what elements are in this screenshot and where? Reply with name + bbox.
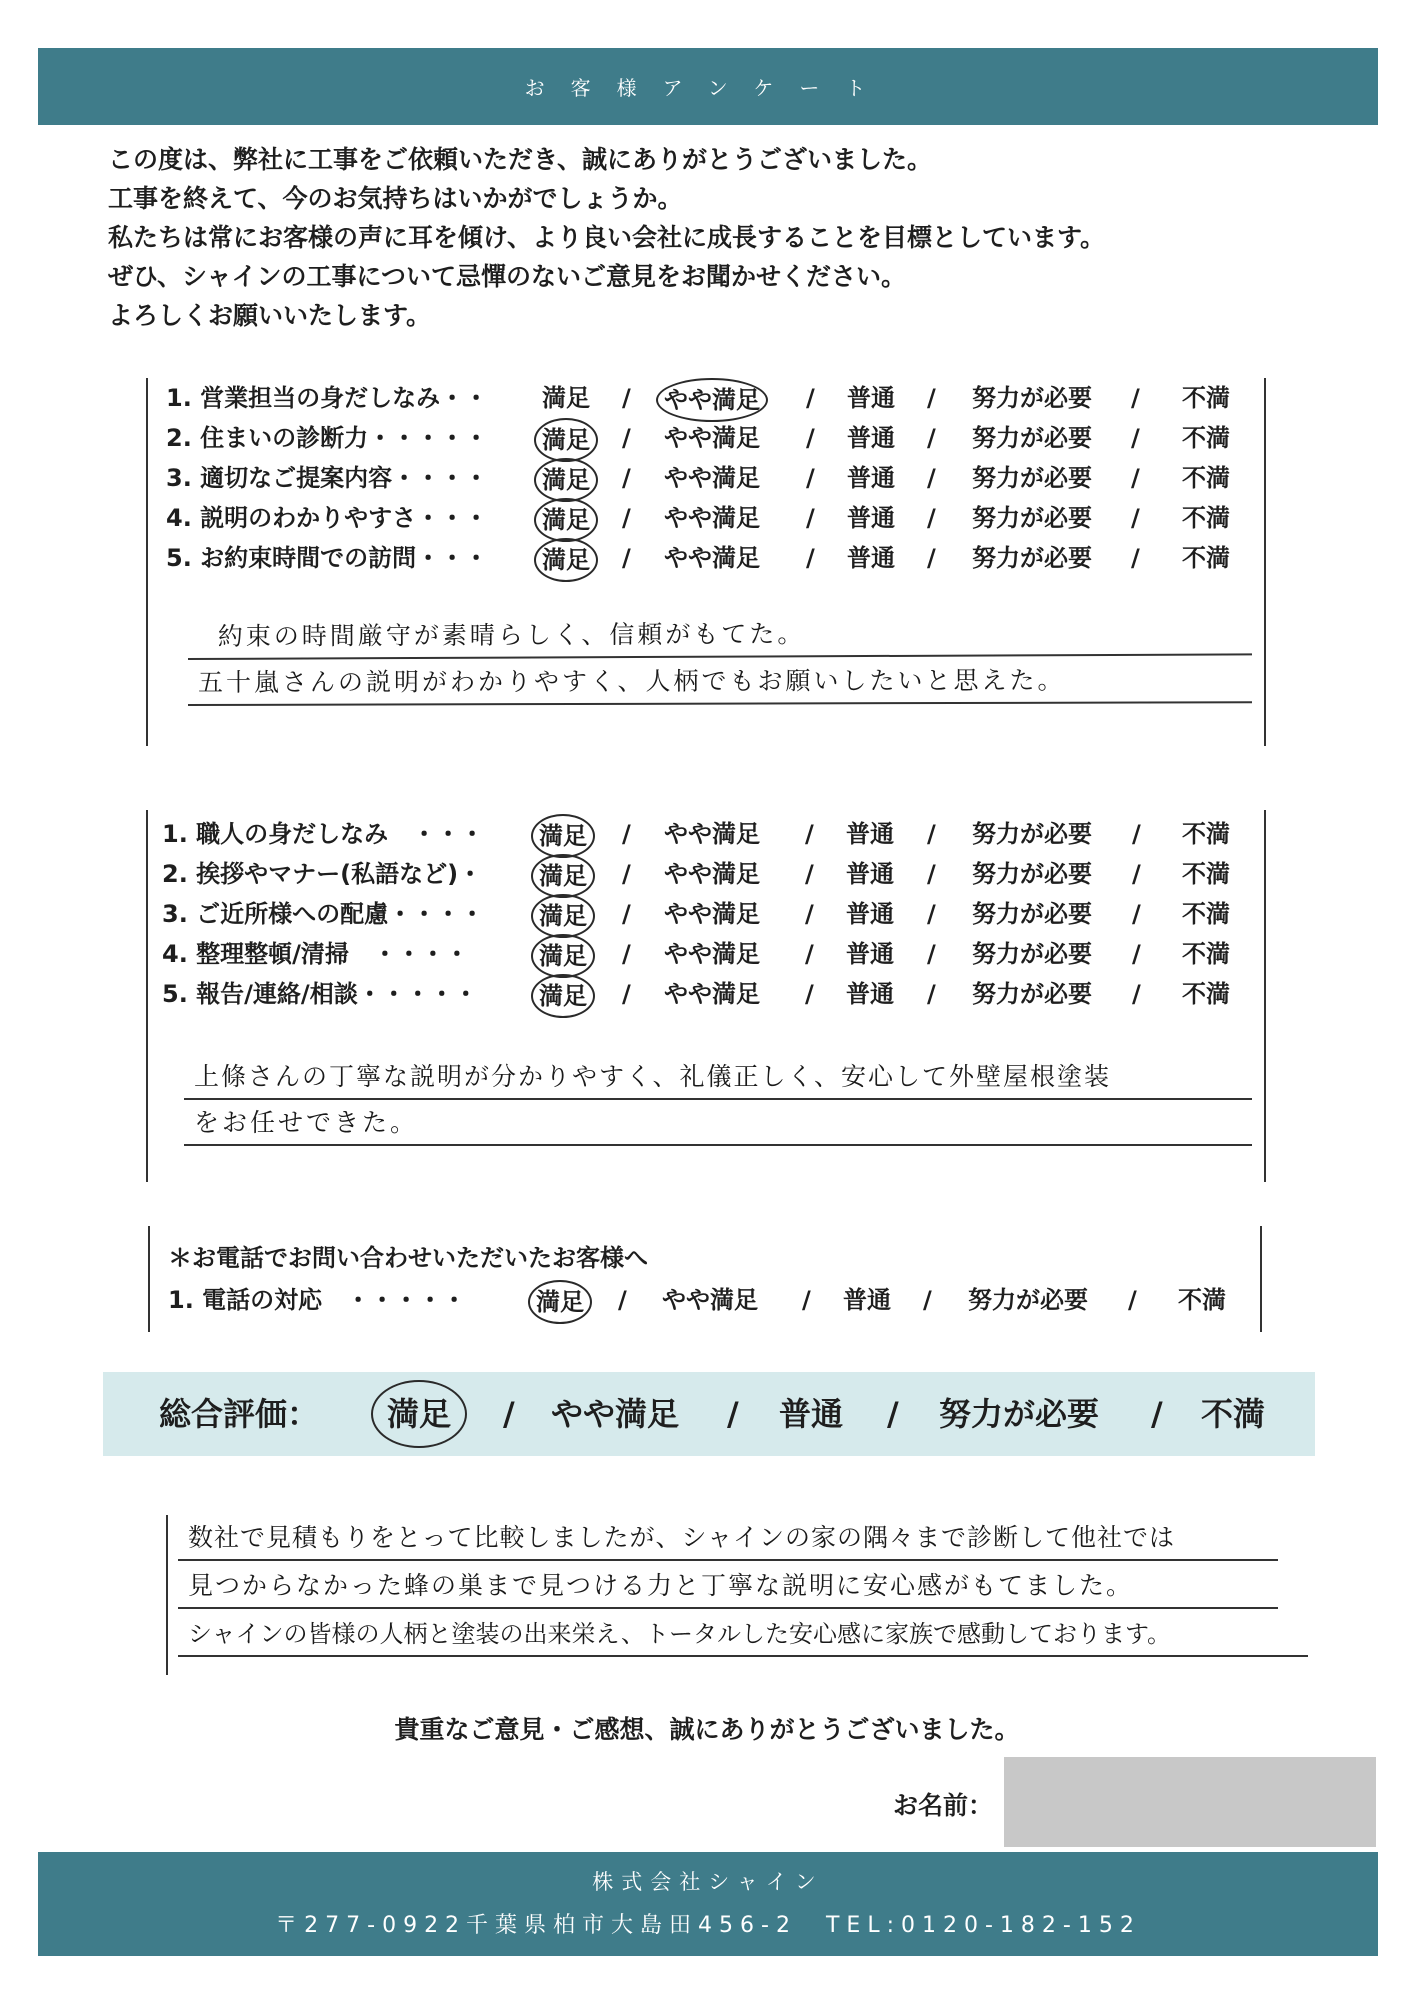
overall-option-average: 普通 bbox=[779, 1395, 844, 1433]
overall-option-satisfied: 満足 bbox=[371, 1380, 467, 1448]
rating-row bbox=[162, 934, 1246, 974]
separator: / bbox=[1131, 504, 1140, 532]
rating-option-satisfied[interactable]: 満足 bbox=[531, 974, 595, 1018]
comment-line: 上條さんの丁寧な説明が分かりやすく、礼儀正しく、安心して外壁屋根塗装 bbox=[184, 1054, 1252, 1100]
rating-option-needs-effort[interactable]: 努力が必要 bbox=[968, 1286, 1088, 1314]
rating-option-average[interactable]: 普通 bbox=[846, 940, 894, 968]
rating-row bbox=[166, 538, 1246, 578]
separator: / bbox=[927, 384, 936, 412]
separator: / bbox=[1131, 384, 1140, 412]
intro-text bbox=[108, 140, 1105, 335]
rating-option-satisfied[interactable]: 満足 bbox=[531, 934, 595, 978]
separator: / bbox=[1132, 980, 1141, 1008]
separator: / bbox=[806, 504, 815, 532]
rating-option-dissatisfied[interactable]: 不満 bbox=[1182, 424, 1230, 452]
rating-option-somewhat-satisfied[interactable]: やや満足 bbox=[656, 378, 768, 422]
separator: / bbox=[1131, 544, 1140, 572]
rating-option-dissatisfied[interactable]: 不満 bbox=[1182, 504, 1230, 532]
rating-option-needs-effort[interactable]: 努力が必要 bbox=[972, 504, 1092, 532]
separator: / bbox=[1132, 860, 1141, 888]
rating-option-satisfied[interactable]: 満足 bbox=[531, 894, 595, 938]
phone-rating-list bbox=[168, 1280, 1248, 1320]
rating-option-satisfied[interactable]: 満足 bbox=[534, 458, 598, 502]
separator: / bbox=[622, 464, 631, 492]
separator: / bbox=[622, 860, 631, 888]
rating-item-label: 1. 職人の身だしなみ ・・・ bbox=[162, 820, 485, 848]
rating-option-somewhat-satisfied[interactable]: やや満足 bbox=[664, 820, 760, 848]
rating-item-label: 2. 挨拶やマナー(私語など)・ bbox=[162, 860, 483, 888]
rating-item-label: 4. 整理整頓/清掃 ・・・・ bbox=[162, 940, 469, 968]
separator: / bbox=[1131, 424, 1140, 452]
separator: / bbox=[1131, 464, 1140, 492]
rating-row bbox=[166, 418, 1246, 458]
separator: / bbox=[927, 860, 936, 888]
craftsman-rating-list bbox=[162, 814, 1246, 1014]
rating-option-satisfied[interactable]: 満足 bbox=[542, 384, 590, 412]
rating-item-label: 5. お約束時間での訪問・・・ bbox=[166, 544, 489, 572]
separator: / bbox=[805, 980, 814, 1008]
name-redacted-box bbox=[1004, 1757, 1376, 1847]
rating-option-somewhat-satisfied[interactable]: やや満足 bbox=[664, 464, 760, 492]
separator: / bbox=[618, 1286, 627, 1314]
rating-row bbox=[166, 498, 1246, 538]
separator: / bbox=[927, 820, 936, 848]
name-label: お名前： bbox=[893, 1791, 994, 1820]
overall-option-dissatisfied: 不満 bbox=[1201, 1395, 1266, 1433]
overall-comment-section bbox=[166, 1515, 1268, 1675]
rating-item-label: 4. 説明のわかりやすさ・・・ bbox=[166, 504, 489, 532]
separator: / bbox=[806, 424, 815, 452]
intro-line: この度は、弊社に工事をご依頼いただき、誠にありがとうございました。 bbox=[108, 145, 933, 174]
comment-line: 五十嵐さんの説明がわかりやすく、人柄でもお願いしたいと思えた。 bbox=[188, 657, 1252, 706]
rating-option-satisfied[interactable]: 満足 bbox=[534, 538, 598, 582]
rating-option-dissatisfied[interactable]: 不満 bbox=[1182, 820, 1230, 848]
separator: / bbox=[1128, 1286, 1137, 1314]
sales-rating-section bbox=[146, 378, 1266, 746]
rating-option-average[interactable]: 普通 bbox=[843, 1286, 891, 1314]
rating-option-average[interactable]: 普通 bbox=[847, 544, 895, 572]
rating-option-satisfied[interactable]: 満足 bbox=[534, 498, 598, 542]
separator: / bbox=[927, 940, 936, 968]
separator: / bbox=[622, 504, 631, 532]
thanks-message: 貴重なご意見・ご感想、誠にありがとうございました。 bbox=[394, 1715, 1020, 1744]
rating-row bbox=[166, 378, 1246, 418]
rating-row bbox=[168, 1280, 1248, 1320]
rating-option-needs-effort[interactable]: 努力が必要 bbox=[972, 900, 1092, 928]
rating-option-dissatisfied[interactable]: 不満 bbox=[1178, 1286, 1226, 1314]
separator: / bbox=[622, 900, 631, 928]
rating-item-label: 5. 報告/連絡/相談・・・・・ bbox=[162, 980, 478, 1008]
rating-option-dissatisfied[interactable]: 不満 bbox=[1182, 544, 1230, 572]
separator: / bbox=[805, 820, 814, 848]
rating-option-dissatisfied[interactable]: 不満 bbox=[1182, 384, 1230, 412]
separator: / bbox=[1151, 1395, 1163, 1433]
separator: / bbox=[805, 940, 814, 968]
rating-option-satisfied[interactable]: 満足 bbox=[531, 854, 595, 898]
rating-option-somewhat-satisfied[interactable]: やや満足 bbox=[664, 900, 760, 928]
separator: / bbox=[1132, 940, 1141, 968]
rating-option-average[interactable]: 普通 bbox=[847, 504, 895, 532]
comment-line: 数社で見積もりをとって比較しましたが、シャインの家の隅々まで診断して他社では bbox=[178, 1515, 1278, 1561]
separator: / bbox=[622, 820, 631, 848]
footer-banner bbox=[38, 1852, 1378, 1956]
intro-line: ぜひ、シャインの工事について忌憚のないご意見をお聞かせください。 bbox=[108, 262, 907, 291]
rating-option-needs-effort[interactable]: 努力が必要 bbox=[972, 464, 1092, 492]
separator: / bbox=[1132, 820, 1141, 848]
rating-option-average[interactable]: 普通 bbox=[846, 820, 894, 848]
intro-line: よろしくお願いいたします。 bbox=[108, 301, 432, 330]
overall-rating-band bbox=[103, 1372, 1315, 1456]
separator: / bbox=[805, 900, 814, 928]
separator: / bbox=[887, 1395, 899, 1433]
rating-option-needs-effort[interactable]: 努力が必要 bbox=[972, 384, 1092, 412]
phone-rating-section bbox=[148, 1226, 1262, 1332]
rating-option-dissatisfied[interactable]: 不満 bbox=[1182, 940, 1230, 968]
separator: / bbox=[806, 544, 815, 572]
rating-option-somewhat-satisfied[interactable]: やや満足 bbox=[664, 424, 760, 452]
rating-item-label: 3. ご近所様への配慮・・・・ bbox=[162, 900, 485, 928]
rating-option-needs-effort[interactable]: 努力が必要 bbox=[972, 424, 1092, 452]
separator: / bbox=[927, 980, 936, 1008]
separator: / bbox=[622, 980, 631, 1008]
survey-title-banner bbox=[38, 48, 1378, 125]
rating-row bbox=[166, 458, 1246, 498]
rating-option-dissatisfied[interactable]: 不満 bbox=[1182, 900, 1230, 928]
rating-option-satisfied[interactable]: 満足 bbox=[528, 1280, 592, 1324]
rating-option-somewhat-satisfied[interactable]: やや満足 bbox=[664, 544, 760, 572]
rating-item-label: 3. 適切なご提案内容・・・・ bbox=[166, 464, 489, 492]
survey-title: お客様アンケート bbox=[524, 76, 892, 100]
rating-item-label: 1. 営業担当の身だしなみ・・ bbox=[166, 384, 489, 412]
rating-option-needs-effort[interactable]: 努力が必要 bbox=[972, 544, 1092, 572]
rating-option-needs-effort[interactable]: 努力が必要 bbox=[972, 980, 1092, 1008]
separator: / bbox=[622, 940, 631, 968]
craftsman-rating-section bbox=[146, 810, 1266, 1182]
comment-line: シャインの皆様の人柄と塗装の出来栄え、トータルした安心感に家族で感動しております。 bbox=[178, 1611, 1308, 1657]
separator: / bbox=[727, 1395, 739, 1433]
rating-option-average[interactable]: 普通 bbox=[847, 464, 895, 492]
separator: / bbox=[927, 464, 936, 492]
separator: / bbox=[1132, 900, 1141, 928]
rating-option-needs-effort[interactable]: 努力が必要 bbox=[972, 940, 1092, 968]
separator: / bbox=[622, 424, 631, 452]
rating-row bbox=[162, 814, 1246, 854]
intro-line: 工事を終えて、今のお気持ちはいかがでしょうか。 bbox=[108, 184, 683, 213]
comment-line: をお任せできた。 bbox=[184, 1100, 1252, 1146]
rating-option-average[interactable]: 普通 bbox=[847, 384, 895, 412]
separator: / bbox=[927, 544, 936, 572]
comment-line: 見つからなかった蜂の巣まで見つける力と丁寧な説明に安心感がもてました。 bbox=[178, 1563, 1278, 1609]
comment-line: 約束の時間厳守が素晴らしく、信頼がもてた。 bbox=[188, 609, 1252, 660]
separator: / bbox=[805, 860, 814, 888]
intro-line: 私たちは常にお客様の声に耳を傾け、より良い会社に成長することを目標としています。 bbox=[108, 223, 1106, 252]
rating-option-somewhat-satisfied[interactable]: やや満足 bbox=[664, 980, 760, 1008]
rating-item-label: 2. 住まいの診断力・・・・・ bbox=[166, 424, 489, 452]
separator: / bbox=[503, 1395, 515, 1433]
rating-row bbox=[162, 854, 1246, 894]
rating-option-somewhat-satisfied[interactable]: やや満足 bbox=[664, 940, 760, 968]
separator: / bbox=[622, 544, 631, 572]
rating-option-dissatisfied[interactable]: 不満 bbox=[1182, 464, 1230, 492]
rating-option-average[interactable]: 普通 bbox=[846, 900, 894, 928]
overall-option-somewhat-satisfied: やや満足 bbox=[551, 1395, 680, 1433]
rating-option-somewhat-satisfied[interactable]: やや満足 bbox=[662, 1286, 758, 1314]
separator: / bbox=[806, 384, 815, 412]
separator: / bbox=[806, 464, 815, 492]
separator: / bbox=[927, 504, 936, 532]
rating-option-average[interactable]: 普通 bbox=[846, 980, 894, 1008]
phone-section-heading: ＊お電話でお問い合わせいただいたお客様へ bbox=[168, 1244, 648, 1272]
separator: / bbox=[927, 424, 936, 452]
rating-row bbox=[162, 974, 1246, 1014]
sales-rating-list bbox=[166, 378, 1246, 578]
rating-row bbox=[162, 894, 1246, 934]
rating-item-label: 1. 電話の対応 ・・・・・ bbox=[168, 1286, 467, 1314]
separator: / bbox=[927, 900, 936, 928]
company-name: 株式会社シャイン bbox=[592, 1870, 824, 1894]
overall-label: 総合評価： bbox=[159, 1395, 320, 1433]
rating-option-somewhat-satisfied[interactable]: やや満足 bbox=[664, 860, 760, 888]
separator: / bbox=[622, 384, 631, 412]
company-address: 〒277-0922千葉県柏市大島田456-2 TEL:0120-182-152 bbox=[275, 1913, 1141, 1938]
rating-option-dissatisfied[interactable]: 不満 bbox=[1182, 860, 1230, 888]
separator: / bbox=[802, 1286, 811, 1314]
overall-option-needs-effort: 努力が必要 bbox=[939, 1395, 1100, 1433]
rating-option-somewhat-satisfied[interactable]: やや満足 bbox=[664, 504, 760, 532]
rating-option-average[interactable]: 普通 bbox=[847, 424, 895, 452]
rating-option-satisfied[interactable]: 満足 bbox=[531, 814, 595, 858]
separator: / bbox=[923, 1286, 932, 1314]
rating-option-needs-effort[interactable]: 努力が必要 bbox=[972, 820, 1092, 848]
rating-option-satisfied[interactable]: 満足 bbox=[534, 418, 598, 462]
rating-option-average[interactable]: 普通 bbox=[846, 860, 894, 888]
rating-option-needs-effort[interactable]: 努力が必要 bbox=[972, 860, 1092, 888]
rating-option-dissatisfied[interactable]: 不満 bbox=[1182, 980, 1230, 1008]
